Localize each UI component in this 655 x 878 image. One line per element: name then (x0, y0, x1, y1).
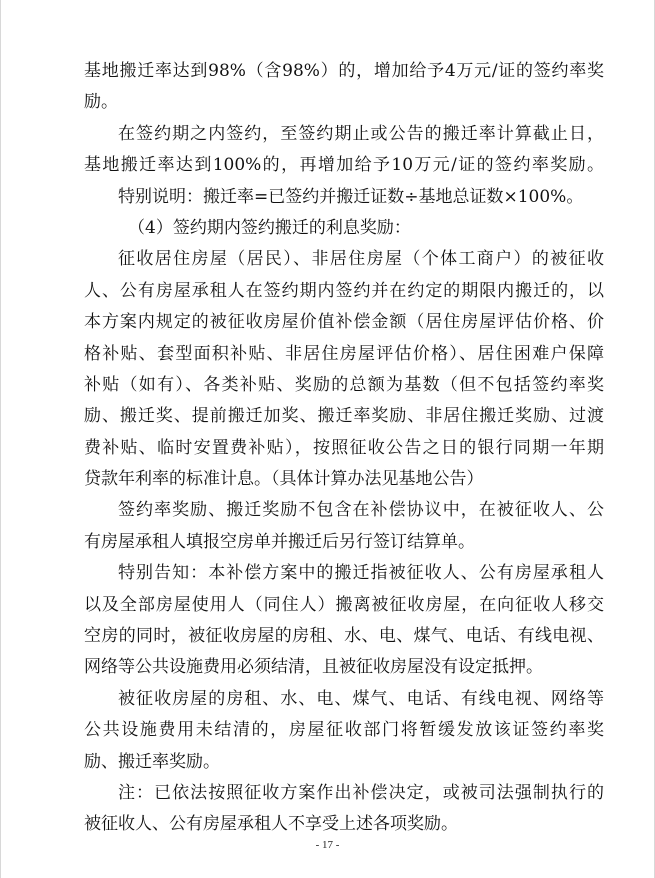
text-line-24: 注：已依法按照征收方案作出补偿决定，或被司法强制执行的 (118, 782, 604, 803)
text-line-13: 费补贴、临时安置费补贴），按照征收公告之日的银行同期一年期 (84, 437, 604, 458)
text-line-16: 有房屋承租人填报空房单并搬迁后另行签订结算单。 (84, 531, 475, 552)
text-line-17: 特别告知：本补偿方案中的搬迁指被征收人、公有房屋承租人 (118, 563, 604, 584)
text-line-6: （4）签约期内签约搬迁的利息奖励： (128, 217, 411, 238)
text-line-11: 补贴（如有）、各类补贴、奖励的总额为基数（但不包括签约率奖 (84, 374, 604, 395)
text-line-22: 公共设施费用未结清的，房屋征收部门将暂缓发放该证签约率奖 (84, 720, 604, 741)
text-line-9: 本方案内规定的被征收房屋价值补偿金额（居住房屋评估价格、价 (84, 312, 604, 333)
text-line-12: 励、搬迁奖、提前搬迁加奖、搬迁率奖励、非居住搬迁奖励、过渡 (84, 406, 604, 427)
text-line-8: 人、公有房屋承租人在签约期内签约并在约定的期限内搬迁的，以 (84, 280, 604, 301)
text-line-18: 以及全部房屋使用人（同住人）搬离被征收房屋，在向征收人移交 (84, 594, 604, 615)
text-line-23: 励、搬迁率奖励。 (84, 751, 220, 772)
text-line-3: 在签约期之内签约，至签约期止或公告的搬迁率计算截止日， (118, 123, 604, 144)
text-line-20: 网络等公共设施费用必须结清，且被征收房屋没有设定抵押。 (84, 657, 543, 678)
text-line-25: 被征收人、公有房屋承租人不享受上述各项奖励。 (84, 814, 458, 835)
text-line-1: 基地搬迁率达到98%（含98%）的，增加给予4万元/证的签约率奖 (84, 61, 604, 81)
text-line-4: 基地搬迁率达到100%的，再增加给予10万元/证的签约率奖励。 (84, 155, 604, 176)
document-body (84, 56, 604, 841)
text-line-21: 被征收房屋的房租、水、电、煤气、电话、有线电视、网络等 (118, 688, 604, 709)
text-line-14: 贷款年利率的标准计息。（具体计算办法见基地公告） (84, 469, 484, 490)
text-line-7: 征收居住房屋（居民）、非居住房屋（个体工商户）的被征收 (118, 249, 604, 270)
text-line-10: 格补贴、套型面积补贴、非居住房屋评估价格）、居住困难户保障 (84, 343, 604, 364)
text-line-2: 励。 (84, 92, 118, 113)
text-line-19: 空房的同时，被征收房屋的房租、水、电、煤气、电话、有线电视、 (84, 626, 604, 647)
text-line-5: 特别说明：搬迁率=已签约并搬迁证数÷基地总证数×100%。 (118, 186, 584, 207)
text-line-15: 签约率奖励、搬迁奖励不包含在补偿协议中，在被征收人、公 (118, 500, 604, 521)
page-number: - 17 - (315, 839, 340, 851)
